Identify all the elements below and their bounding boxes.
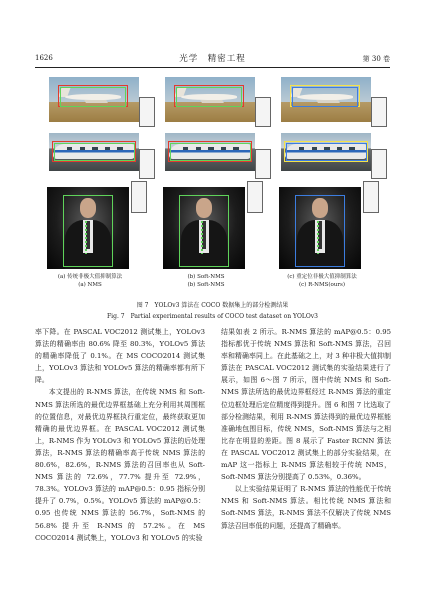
volume-label: 第 30 卷: [362, 55, 390, 63]
subcaption-a: (a) 传统非极大值抑制算法 (a) NMS: [57, 274, 123, 288]
body-column-right: [221, 326, 391, 532]
zoom-inset: [363, 181, 379, 213]
zoom-inset: [247, 181, 263, 213]
figure-7: [35, 75, 390, 299]
paragraph: 以上实验结果证明了 R-NMS 算法的性能优于传统 NMS 和 Soft-NMS 算法。相比传统 NMS 算法和 Soft-NMS 算法，R-NMS 算法不仅解决了传统 NMS 算法召回率低的问题，还提高了精确率。: [221, 485, 391, 530]
journal-title: 光学 精密工程: [179, 54, 246, 64]
paragraph: 结果如表 2 所示。R-NMS 算法的 mAP@0.5：0.95 指标都优于传统 NMS 算法和 Soft-NMS 算法，召回率和精确率同上。在此基础之上，对 3 种非极大值抑制算法在 PASCAL VOC2012 测试集的实验结果进行了展示，如图 6～图 7 所示，图中传统 NMS 和 Soft-NMS 算法所选的最优边界框经过 R-NMS 算法的重定位边框处理后定位精度得到提升。图 6 和图 7 比选取了部分检测结果，利用 R-NMS 算法得到的最优边界框能准确地包围目标，传统 NMS，Soft-NMS 算法与之相比存在明显的差距。图 8 展示了 Faster RCNN 算法在 PASCAL VOC2012 测试集上的部分实验结果，在 mAP 这一指标上 R-NMS 算法相较于传统 NMS，Soft-NMS 算法分别提高了 0.53%，0.36%。: [221, 328, 391, 482]
zoom-inset: [255, 97, 271, 127]
zoom-inset: [371, 97, 387, 127]
train-image-nms: [49, 133, 139, 171]
portrait-image-softnms: [163, 187, 245, 269]
zoom-inset: [371, 149, 387, 179]
zoom-inset: [139, 149, 155, 179]
zoom-inset: [139, 97, 155, 127]
plane-image-rnms: [281, 77, 371, 122]
portrait-image-rnms: [279, 187, 361, 269]
train-image-rnms: [281, 133, 371, 171]
page-header: [35, 52, 390, 68]
zoom-inset: [131, 181, 147, 213]
train-image-softnms: [165, 133, 255, 171]
zoom-inset: [255, 149, 271, 179]
page-number: 1626: [35, 54, 53, 62]
paragraph: 本文提出的 R-NMS 算法，在传统 NMS 和 Soft-NMS 算法所选的最优边界框基础上充分利用其周围框的位置信息，对最优边界框执行重定位，最终获取更加精确的最优边界框。在 PASCAL VOC2012 测试集上，R-NMS 作为 YOLOv3 和 YOLOv5 算法的后处理算法，R-NMS 算法的精确率高于传统 NMS 算法的 80.6%，82.6%，R-NMS 算法的召回率也从 Soft-NMS 算法的 72.6%，77.7% 提升至 72.9%，78.3%。YOLOv3 算法的 mAP@0.5：0.95 指标分别提升了 0.7%，0.5%。YOLOv5 算法的 mAP@0.5：0.95 也传统 NMS 算法的 56.7%，Soft-NMS 的 56.8% 提升至 R-NMS 的 57.2%。在 MS COCO2014 测试集上，YOLOv3 和 YOLOv5 的实验: [35, 388, 205, 542]
paragraph: 率下降。在 PASCAL VOC2012 测试集上，YOLOv3 算法的精确率由 80.6% 降至 80.3%，YOLOv5 算法的精确率降低了 0.1%。在 MS COCO2014 测试集上，YOLOv3 算法和 YOLOv5 算法的精确率都有所下降。: [35, 328, 205, 385]
body-column-left: [35, 326, 205, 544]
subcaption-b: (b) Soft-NMS (b) Soft-NMS: [187, 274, 225, 288]
subcaption-c: (c) 重定位非极大值抑制算法 (c) R-NMS(ours): [287, 274, 357, 288]
plane-image-softnms: [165, 77, 255, 122]
figure-caption-en: Fig. 7 Partial experimental results of COCO test dataset on YOLOv3: [107, 313, 318, 320]
plane-image-nms: [49, 77, 139, 122]
figure-caption-cn: 图 7 YOLOv3 算法在 COCO 数据集上的部分检测结果: [136, 302, 289, 309]
portrait-image-nms: [47, 187, 129, 269]
